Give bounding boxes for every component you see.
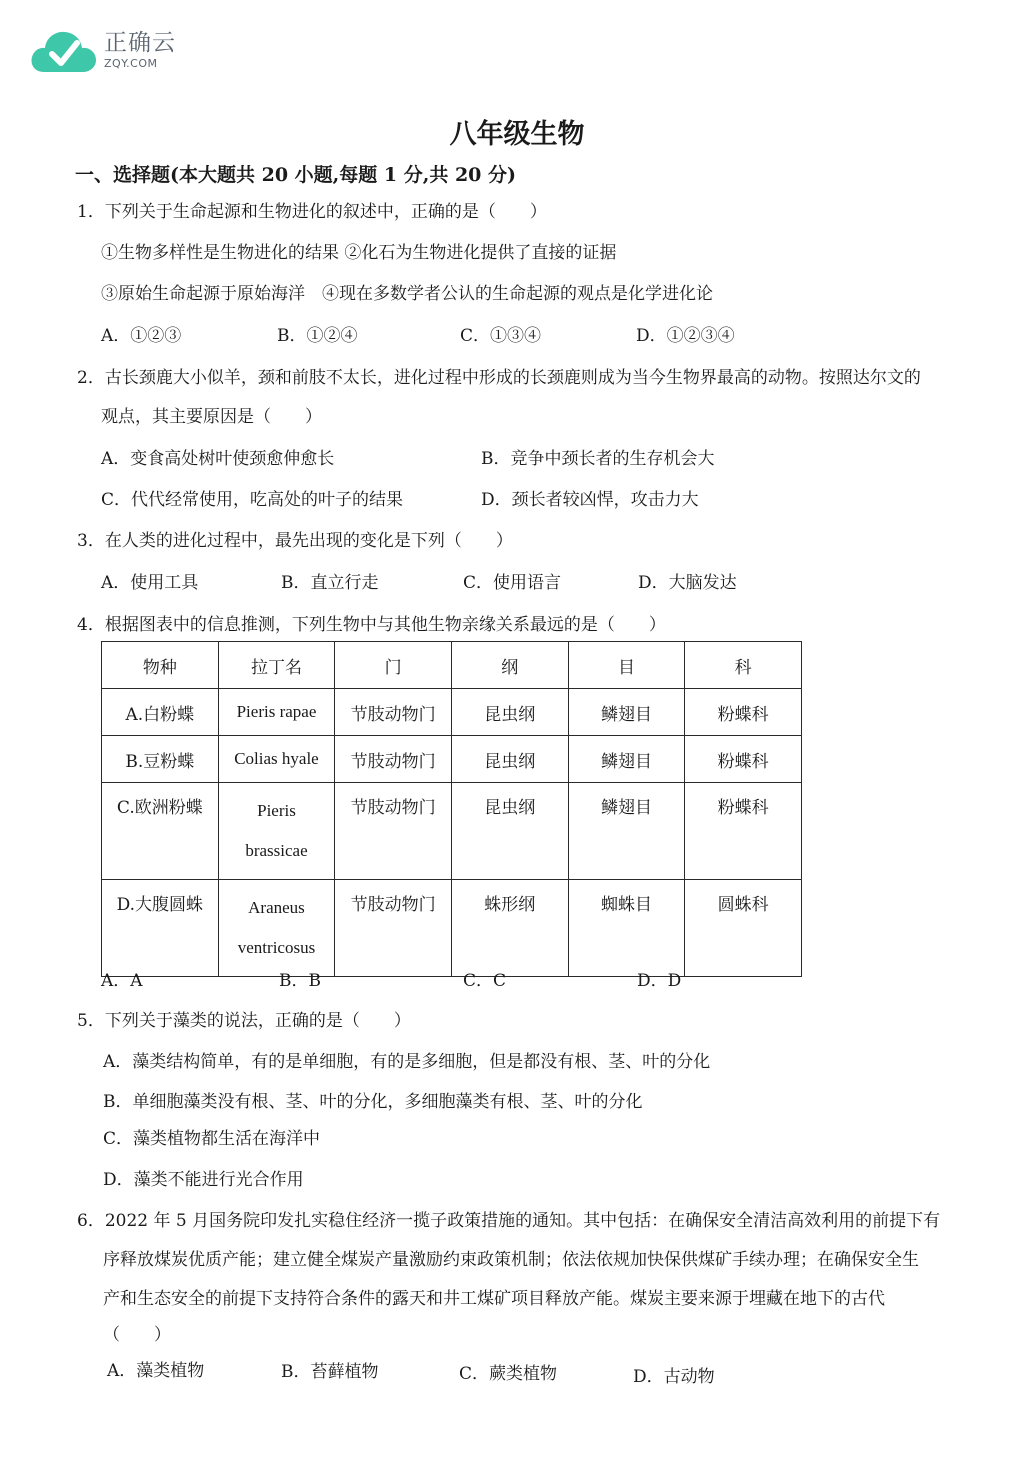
cell-phylum: 节肢动物门 (335, 689, 452, 736)
cell-class: 昆虫纲 (451, 689, 568, 736)
table-row (102, 783, 802, 880)
brand-domain: ZQY.COM (104, 56, 158, 70)
cell-family: 粉蝶科 (685, 736, 802, 783)
q6-option-b: B．苔藓植物 (281, 1362, 379, 1382)
q5-option-d: D．藻类不能进行光合作用 (103, 1170, 304, 1190)
q2-option-c: C．代代经常使用，吃高处的叶子的结果 (101, 490, 404, 510)
q4-option-a: A．A (101, 971, 143, 991)
latin-species: brassicae (245, 841, 308, 860)
q2-option-a: A．变食高处树叶使颈愈伸愈长 (101, 449, 335, 469)
cell-species: A.白粉蝶 (102, 689, 219, 736)
q1-stem: 1．下列关于生命起源和生物进化的叙述中，正确的是（ ） (77, 202, 547, 222)
q4-option-d: D．D (637, 971, 682, 991)
q3-stem: 3．在人类的进化过程中，最先出现的变化是下列（ ） (77, 531, 513, 551)
q3-option-a: A．使用工具 (101, 573, 199, 593)
q4-option-c: C．C (463, 971, 507, 991)
q6-stem-line4: （ ） (103, 1325, 171, 1345)
cell-species: D.大腹圆蛛 (102, 880, 219, 977)
table-row (102, 689, 802, 736)
q6-stem-line3: 产和生态安全的前提下支持符合条件的露天和井工煤矿项目释放产能。煤炭主要来源于埋藏在地下的古代 (103, 1289, 885, 1309)
header-order: 目 (568, 642, 685, 689)
q1-option-a: A．①②③ (101, 326, 182, 346)
table-row (102, 736, 802, 783)
brand-logo (28, 26, 176, 74)
q5-stem: 5．下列关于藻类的说法，正确的是（ ） (77, 1011, 411, 1031)
cell-order: 鳞翅目 (568, 689, 685, 736)
cell-phylum: 节肢动物门 (335, 880, 452, 977)
cell-order: 蜘蛛目 (568, 880, 685, 977)
q6-option-a: A．藻类植物 (107, 1361, 205, 1381)
cell-latin-name: Pieris rapae (218, 689, 335, 736)
header-phylum: 门 (335, 642, 452, 689)
cell-latin-name (218, 783, 335, 880)
q6-option-c: C．蕨类植物 (459, 1364, 558, 1384)
q4-option-b: B．B (279, 971, 321, 991)
table-row (102, 880, 802, 977)
header-species: 物种 (102, 642, 219, 689)
cell-class: 蛛形纲 (451, 880, 568, 977)
q1-option-b: B．①②④ (277, 326, 358, 346)
cell-phylum: 节肢动物门 (335, 783, 452, 880)
brand-name: 正确云 (104, 29, 176, 56)
q4-stem: 4．根据图表中的信息推测，下列生物中与其他生物亲缘关系最远的是（ ） (77, 615, 666, 635)
q1-statement-2: ③原始生命起源于原始海洋 ④现在多数学者公认的生命起源的观点是化学进化论 (101, 284, 713, 304)
latin-genus: Pieris (257, 801, 296, 820)
q5-option-a: A．藻类结构简单，有的是单细胞，有的是多细胞，但是都没有根、茎、叶的分化 (103, 1052, 711, 1072)
latin-genus: Araneus (248, 898, 305, 917)
q2-option-b: B．竞争中颈长者的生存机会大 (481, 449, 715, 469)
taxonomy-table (101, 641, 802, 977)
cell-latin-name (218, 880, 335, 977)
q3-option-d: D．大脑发达 (638, 573, 737, 593)
q1-statement-1: ①生物多样性是生物进化的结果 ②化石为生物进化提供了直接的证据 (101, 243, 617, 263)
q1-option-d: D．①②③④ (636, 326, 735, 346)
q1-option-c: C．①③④ (460, 326, 542, 346)
latin-species: ventricosus (237, 938, 316, 957)
q5-option-b: B．单细胞藻类没有根、茎、叶的分化，多细胞藻类有根、茎、叶的分化 (103, 1092, 643, 1112)
cell-family: 粉蝶科 (685, 783, 802, 880)
cloud-check-icon (28, 26, 98, 74)
q5-option-c: C．藻类植物都生活在海洋中 (103, 1129, 321, 1149)
q6-option-d: D．古动物 (633, 1367, 715, 1387)
header-class: 纲 (451, 642, 568, 689)
cell-phylum: 节肢动物门 (335, 736, 452, 783)
cell-latin-name: Colias hyale (218, 736, 335, 783)
page-title: 八年级生物 (449, 119, 585, 150)
header-latin-name: 拉丁名 (218, 642, 335, 689)
cell-order: 鳞翅目 (568, 736, 685, 783)
table-header-row (102, 642, 802, 689)
q6-stem-line2: 序释放煤炭优质产能；建立健全煤炭产量激励约束政策机制；依法依规加快保供煤矿手续办理；在确保安全生 (103, 1250, 919, 1270)
section-heading: 一、选择题(本大题共 20 小题,每题 1 分,共 20 分) (75, 164, 516, 186)
cell-species: B.豆粉蝶 (102, 736, 219, 783)
q3-option-c: C．使用语言 (463, 573, 562, 593)
q2-stem-line1: 2．古长颈鹿大小似羊，颈和前肢不太长，进化过程中形成的长颈鹿则成为当今生物界最高的动物。按照达尔文的 (77, 368, 921, 388)
cell-species: C.欧洲粉蝶 (102, 783, 219, 880)
q2-stem-line2: 观点，其主要原因是（ ） (101, 407, 322, 427)
header-family: 科 (685, 642, 802, 689)
cell-family: 粉蝶科 (685, 689, 802, 736)
cell-class: 昆虫纲 (451, 736, 568, 783)
q3-option-b: B．直立行走 (281, 573, 379, 593)
q6-stem-line1: 6．2022 年 5 月国务院印发扎实稳住经济一揽子政策措施的通知。其中包括：在确保安全清洁高效利用的前提下有 (77, 1211, 941, 1231)
cell-family: 圆蛛科 (685, 880, 802, 977)
q2-option-d: D．颈长者较凶悍，攻击力大 (481, 490, 699, 510)
cell-class: 昆虫纲 (451, 783, 568, 880)
cell-order: 鳞翅目 (568, 783, 685, 880)
